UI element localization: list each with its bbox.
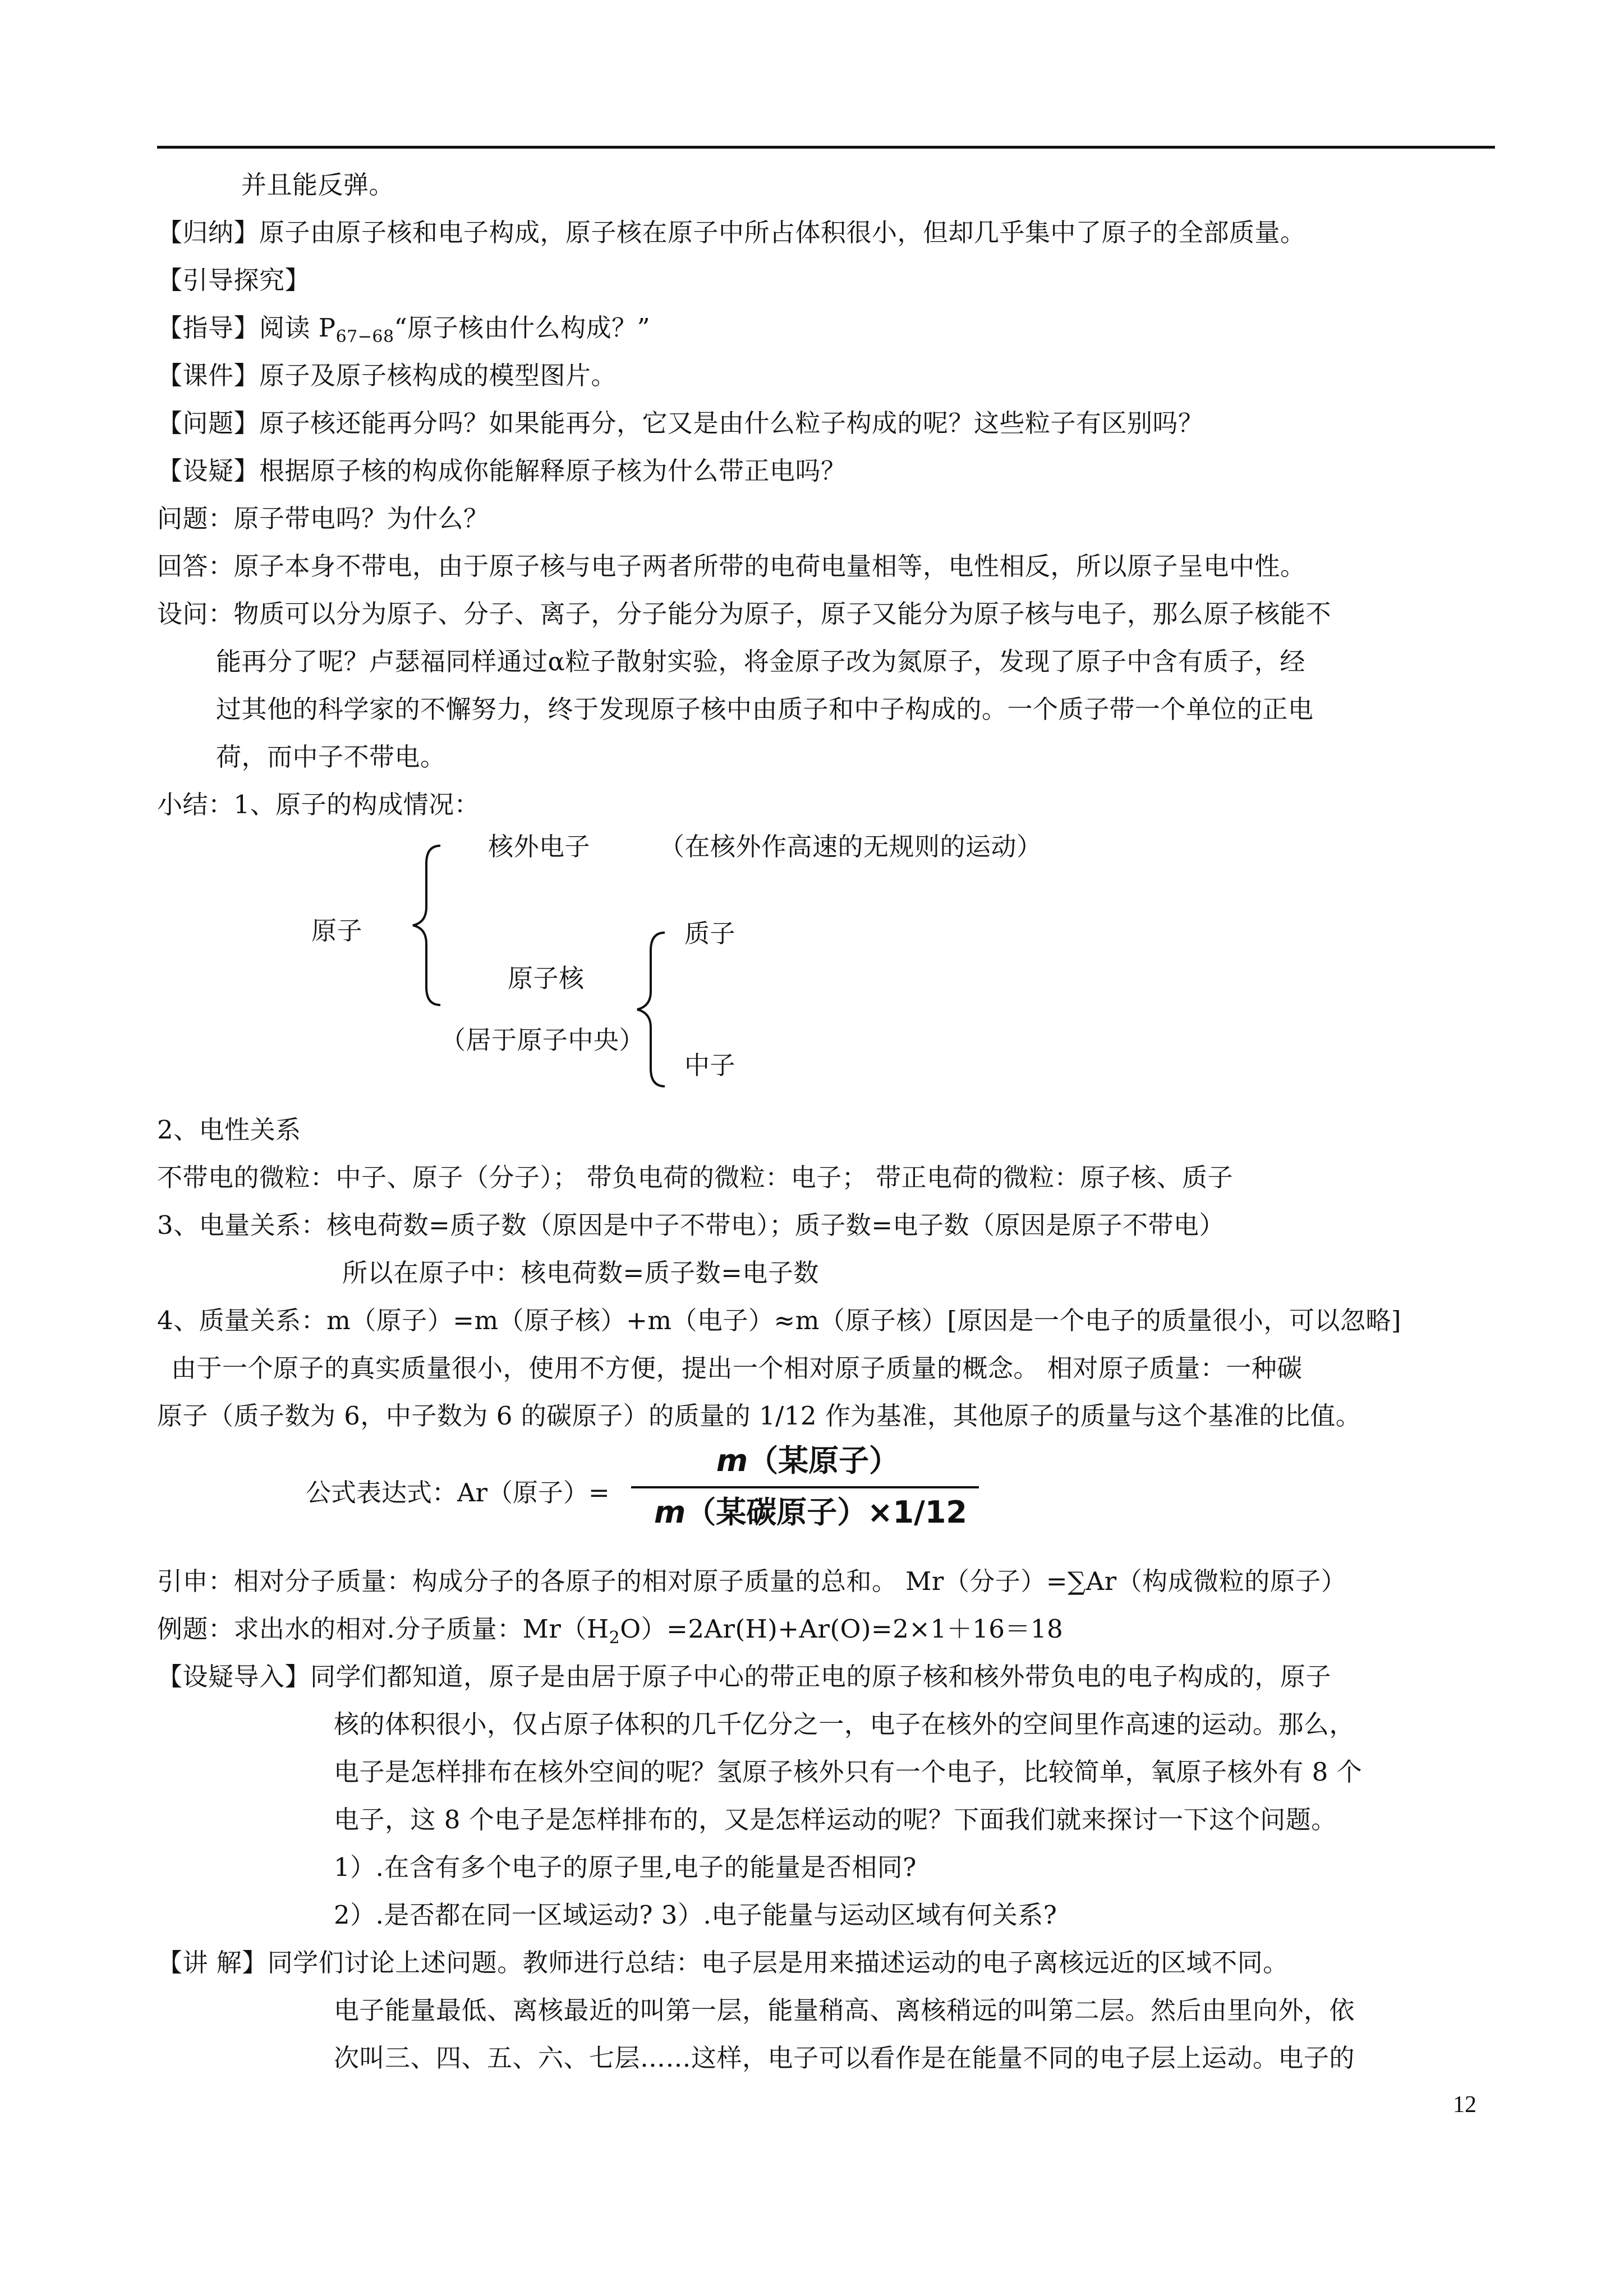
text-line: 电子是怎样排布在核外空间的呢？氢原子核外只有一个电子，比较简单，氧原子核外有 8 个: [334, 1757, 1363, 1787]
text-line: 3、电量关系：核电荷数=质子数（原因是中子不带电）；质子数=电子数（原因是原子不带电）: [157, 1210, 1225, 1240]
left-brace-atom: [410, 844, 449, 1007]
text-line: 1）.在含有多个电子的原子里,电子的能量是否相同?: [334, 1852, 917, 1882]
text-line: 能再分了呢？卢瑟福同样通过α粒子散射实验，将金原子改为氮原子，发现了原子中含有质子，经: [216, 647, 1305, 676]
text-line: 过其他的科学家的不懈努力，终于发现原子核中由质子和中子构成的。一个质子带一个单位的正电: [216, 694, 1314, 724]
formula-text: （某原子）: [748, 1443, 900, 1478]
header-rule: [157, 146, 1495, 149]
text-segment: O）=2Ar(H)+Ar(O)=2×1＋16＝18: [620, 1614, 1064, 1644]
text-line: 由于一个原子的真实质量很小，使用不方便，提出一个相对原子质量的概念。 相对原子质量：一种碳: [171, 1353, 1303, 1383]
structure-proton: 质子: [684, 919, 736, 948]
text-segment: 例题：求出水的相对.分子质量：Mr（H: [157, 1614, 609, 1644]
text-line: 所以在原子中：核电荷数=质子数=电子数: [342, 1258, 819, 1288]
text-line: 次叫三、四、五、六、七层……这样，电子可以看作是在能量不同的电子层上运动。电子的: [334, 2043, 1355, 2073]
text-line: 电子能量最低、离核最近的叫第一层，能量稍高、离核稍远的叫第二层。然后由里向外，依: [334, 1995, 1355, 2025]
text-line: 小结：1、原子的构成情况：: [157, 790, 480, 819]
text-segment: 【指导】阅读 P: [157, 313, 336, 343]
text-segment: “原子核由什么构成？”: [394, 313, 651, 343]
left-brace-nucleus: [634, 931, 673, 1088]
text-line: 【归纳】原子由原子核和电子构成，原子核在原子中所占体积很小，但却几乎集中了原子的全部质量。: [157, 218, 1306, 247]
structure-nucleus: 原子核: [508, 963, 585, 993]
formula-text: （某碳原子）×1/12: [686, 1495, 967, 1530]
text-line: [157, 311, 650, 354]
text-line: 【引导探究】: [157, 265, 311, 295]
formula-denominator: [631, 1493, 990, 1532]
text-line: 2、电性关系: [157, 1115, 301, 1145]
text-line: 【设疑】根据原子核的构成你能解释原子核为什么带正电吗？: [157, 456, 846, 486]
text-line: 2）.是否都在同一区域运动? 3）.电子能量与运动区域有何关系?: [334, 1900, 1057, 1930]
subscript: 67−68: [335, 327, 394, 347]
page-number: 12: [1453, 2092, 1476, 2118]
text-line: 电子，这 8 个电子是怎样排布的，又是怎样运动的呢？下面我们就来探讨一下这个问题。: [334, 1805, 1337, 1834]
structure-electrons: 核外电子: [488, 832, 591, 861]
text-line: 问题：原子带电吗？为什么？: [157, 504, 489, 533]
text-line: 不带电的微粒：中子、原子（分子）； 带负电荷的微粒：电子； 带正电荷的微粒：原子核、质子: [157, 1163, 1234, 1192]
text-line: 4、质量关系：m（原子）=m（原子核）+m（电子）≈m（原子核）[原因是一个电子的质量很小，可以忽略]: [157, 1306, 1402, 1335]
text-line: 【讲 解】同学们讨论上述问题。教师进行总结：电子层是用来描述运动的电子离核远近的区域不同。: [157, 1948, 1289, 1977]
text-line: 回答：原子本身不带电，由于原子核与电子两者所带的电荷电量相等，电性相反，所以原子呈电中性。: [157, 551, 1306, 581]
text-line: 【设疑导入】同学们都知道，原子是由居于原子中心的带正电的原子核和核外带负电的电子构成的，原子: [157, 1662, 1332, 1691]
fraction-bar: [631, 1486, 979, 1488]
structure-atom: 原子: [311, 916, 363, 946]
formula-variable: m: [716, 1443, 748, 1478]
text-line: 核的体积很小，仅占原子体积的几千亿分之一，电子在核外的空间里作高速的运动。那么，: [334, 1709, 1355, 1739]
subscript: 2: [609, 1628, 620, 1648]
formula-numerator: [642, 1441, 973, 1481]
text-line: 引申：相对分子质量：构成分子的各原子的相对原子质量的总和。 Mr（分子）=∑Ar（构成微粒的原子）: [157, 1566, 1347, 1596]
structure-nucleus-note: （居于原子中央）: [440, 1025, 645, 1055]
formula-variable: m: [654, 1495, 686, 1530]
formula-label: 公式表达式：Ar（原子）=: [306, 1478, 610, 1507]
structure-electrons-note: （在核外作高速的无规则的运动）: [659, 832, 1042, 861]
relative-atomic-mass-formula: [306, 1441, 990, 1542]
structure-neutron: 中子: [684, 1050, 736, 1080]
text-line: [157, 1612, 1063, 1655]
text-line: 并且能反弹。: [241, 170, 395, 200]
text-line: 荷，而中子不带电。: [216, 742, 446, 772]
text-line: 设问：物质可以分为原子、分子、离子，分子能分为原子，原子又能分为原子核与电子，那么原子核能不: [157, 599, 1332, 629]
text-line: 【课件】原子及原子核构成的模型图片。: [157, 361, 617, 390]
text-line: 原子（质子数为 6，中子数为 6 的碳原子）的质量的 1/12 作为基准，其他原子的质量与这个基准的比值。: [157, 1401, 1361, 1431]
text-line: 【问题】原子核还能再分吗？如果能再分，它又是由什么粒子构成的呢？这些粒子有区别吗？: [157, 408, 1204, 438]
